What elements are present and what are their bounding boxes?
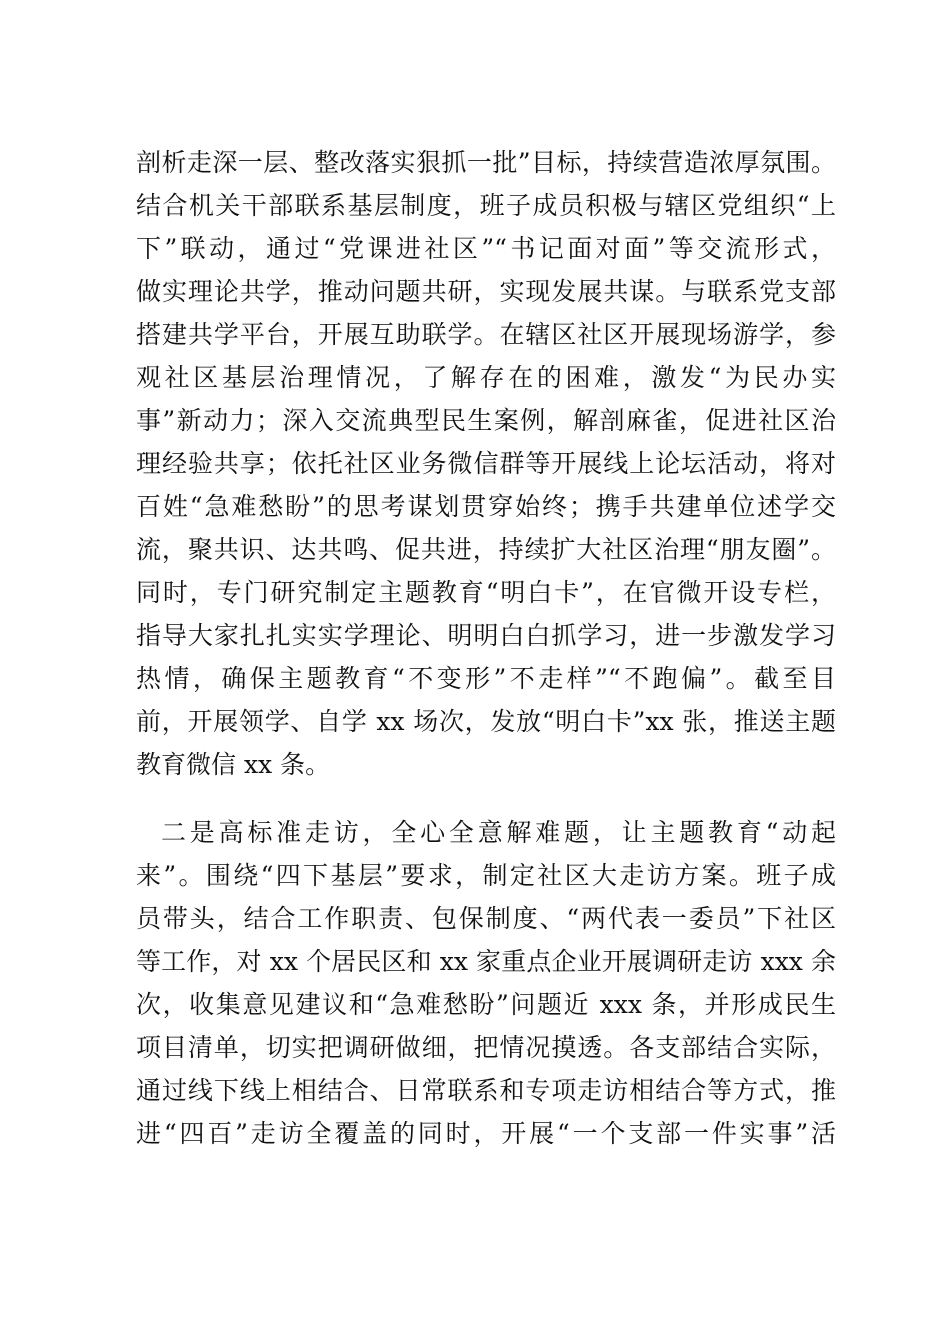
text-line-7: 事”新动力；深入交流典型民生案例，解剖麻雀，促进社区治 [136,406,836,435]
text-line-11: 同时，专门研究制定主题教育“明白卡”，在官微开设专栏， [136,578,836,607]
text-line-9: 百姓“急难愁盼”的思考谋划贯穿始终；携手共建单位述学交 [136,492,836,521]
text-line-15: 教育微信 xx 条。 [136,750,331,779]
text-line-18: 员带头，结合工作职责、包保制度、“两代表一委员”下社区 [136,904,836,933]
text-line-23: 进“四百”走访全覆盖的同时，开展“一个支部一件实事”活 [136,1119,836,1148]
text-line-13: 热情，确保主题教育“不变形”不走样”“不跑偏”。截至目 [136,664,836,693]
text-line-8: 理经验共享；依托社区业务微信群等开展线上论坛活动，将对 [136,449,836,478]
text-line-14: 前，开展领学、自学 xx 场次，发放“明白卡”xx 张，推送主题 [136,707,836,736]
text-line-5: 搭建共学平台，开展互助联学。在辖区社区开展现场游学，参 [136,320,836,349]
text-line-1: 剖析走深一层、整改落实狠抓一批”目标，持续营造浓厚氛围。 [136,148,836,177]
text-line-22: 通过线下线上相结合、日常联系和专项走访相结合等方式，推 [136,1076,836,1105]
text-line-2: 结合机关干部联系基层制度，班子成员积极与辖区党组织“上 [136,191,836,220]
text-line-12: 指导大家扎扎实实学理论、明明白白抓学习，进一步激发学习 [136,621,836,650]
text-line-10: 流，聚共识、达共鸣、促共进，持续扩大社区治理“朋友圈”。 [136,535,836,564]
text-line-20: 次，收集意见建议和“急难愁盼”问题近 xxx 条，并形成民生 [136,990,836,1019]
text-line-19: 等工作，对 xx 个居民区和 xx 家重点企业开展调研走访 xxx 余 [136,947,836,976]
text-line-21: 项目清单，切实把调研做细，把情况摸透。各支部结合实际， [136,1033,836,1062]
text-line-4: 做实理论共学，推动问题共研，实现发展共谋。与联系党支部 [136,277,836,306]
text-line-3: 下”联动，通过“党课进社区”“书记面对面”等交流形式， [136,234,836,263]
text-line-6: 观社区基层治理情况，了解存在的困难，激发“为民办实 [136,363,836,392]
text-line-17: 来”。围绕“四下基层”要求，制定社区大走访方案。班子成 [136,861,836,890]
text-line-16: 二是高标准走访，全心全意解难题，让主题教育“动起 [161,818,836,847]
